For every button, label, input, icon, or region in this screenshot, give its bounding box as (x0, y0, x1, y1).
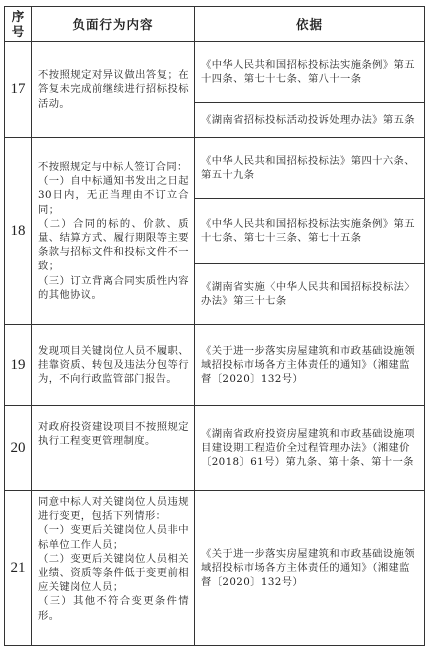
row-number: 18 (5, 138, 32, 325)
content-line: （三）其他不符合变更条件情形。 (38, 595, 189, 622)
basis-cell: 《湖南省招标投标活动投诉处理办法》第五条 (195, 103, 425, 138)
table-row (5, 406, 425, 491)
header-no: 序 号 (5, 7, 32, 42)
content-line: （一）自中标通知书发出之日起30日内，无正当理由不订立合同； (38, 175, 189, 216)
regulation-table (4, 6, 425, 646)
basis-cell: 《中华人民共和国招标投标法》第四十六条、第五十九条 (195, 138, 425, 199)
content-line: （二）合同的标的、价款、质量、结算方式、履行期限等主要条款与招标文件和投标文件不一致； (38, 217, 189, 273)
header-basis: 依据 (195, 7, 425, 42)
basis-cell: 《中华人民共和国招标投标法实施条例》第五十七条、第七十三条、第七十五条 (195, 199, 425, 264)
basis-cell: 《湖南省政府投资房屋建筑和市政基础设施项目建设期工程造价全过程管理办法》（湘建价〔2018〕61号）第九条、第十条、第十一条 (195, 406, 425, 491)
row-content: 发现项目关键岗位人员不履职、挂靠资质、转包及违法分包等行为，不向行政监管部门报告。 (32, 325, 195, 406)
row-number: 21 (5, 491, 32, 646)
content-line: 同意中标人对关键岗位人员违规进行变更，包括下列情形： (38, 496, 189, 523)
content-line: （二）变更后关键岗位人员相关业绩、资质等条件低于变更前相应关键岗位人员； (38, 552, 189, 594)
basis-cell: 《关于进一步落实房屋建筑和市政基础设施领域招投标市场各方主体责任的通知》（湘建监督〔2020〕132号） (195, 325, 425, 406)
content-line: （一）变更后关键岗位人员非中标单位工作人员； (38, 524, 189, 551)
row-content (32, 138, 195, 325)
basis-cell: 《湖南省实施〈中华人民共和国招标投标法〉办法》第三十七条 (195, 264, 425, 325)
row-content (32, 491, 195, 646)
row-content: 对政府投资建设项目不按照规定执行工程变更管理制度。 (32, 406, 195, 491)
content-line: （三）订立背离合同实质性内容的其他协议。 (38, 274, 189, 301)
basis-cell: 《中华人民共和国招标投标法实施条例》第五十四条、第七十七条、第八十一条 (195, 42, 425, 103)
table-row (5, 42, 425, 103)
table-row (5, 491, 425, 646)
content-line: 不按照规定与中标人签订合同： (38, 160, 188, 173)
row-number: 20 (5, 406, 32, 491)
row-number: 17 (5, 42, 32, 138)
header-content: 负面行为内容 (32, 7, 195, 42)
table-row (5, 325, 425, 406)
header-row (5, 7, 425, 42)
row-content: 不按照规定对异议做出答复；在答复未完成前继续进行招标投标活动。 (32, 42, 195, 138)
table-row (5, 138, 425, 199)
row-number: 19 (5, 325, 32, 406)
basis-cell: 《关于进一步落实房屋建筑和市政基础设施领域招投标市场各方主体责任的通知》（湘建监督〔2020〕132号） (195, 491, 425, 646)
